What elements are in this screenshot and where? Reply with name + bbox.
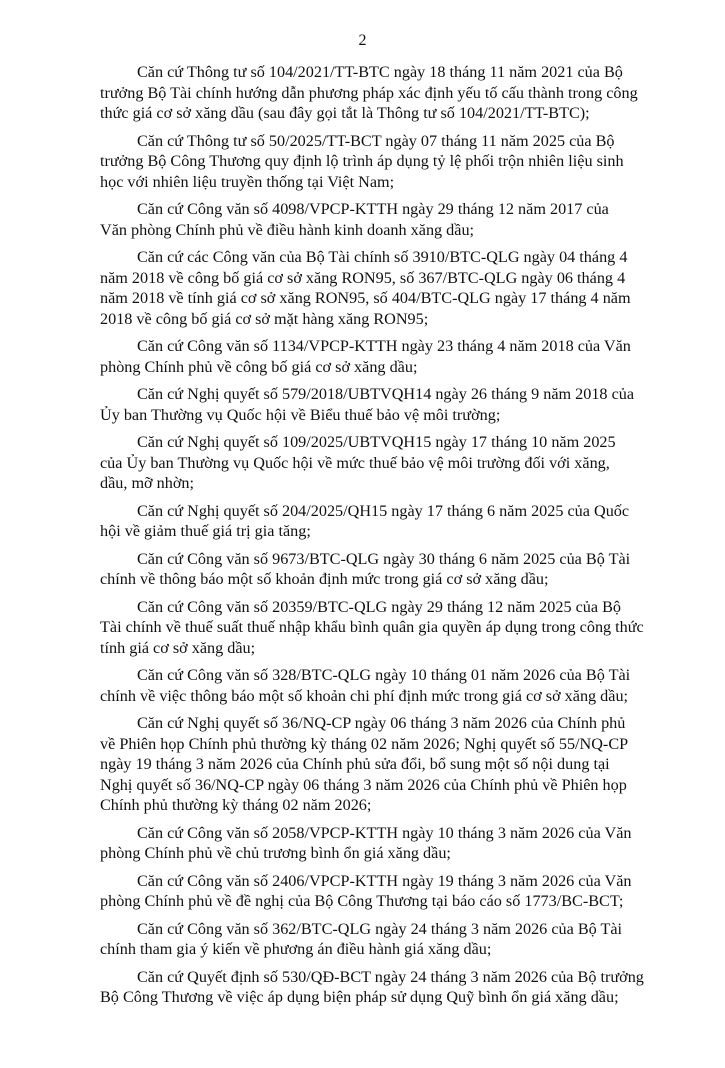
paragraph-legal-basis: Căn cứ Thông tư số 104/2021/TT-BTC ngày 18 tháng 11 năm 2021 của Bộ trưởng Bộ Tài chính hướng dẫn phương pháp xác định yếu tố cấu thành trong công thức giá cơ sở xăng dầu (sau đây gọi tắt là Thông tư số 104/2021/TT-BTC);	[100, 63, 638, 122]
paragraph-legal-basis: Căn cứ Nghị quyết số 204/2025/QH15 ngày 17 tháng 6 năm 2025 của Quốc hội về giảm thuế giá trị gia tăng;	[100, 501, 630, 540]
page-number: 2	[358, 32, 367, 49]
paragraph-legal-basis: Căn cứ Nghị quyết số 36/NQ-CP ngày 06 tháng 3 năm 2026 của Chính phủ về Phiên họp Chính phủ thường kỳ tháng 02 năm 2026; Nghị quyết số 55/NQ-CP ngày 19 tháng 3 năm 2026 của Chính phủ sửa đổi, bổ sung một số nội dung tại Nghị quyết số 36/NQ-CP ngày 06 tháng 3 năm 2026 của Chính phủ về Phiên họp Chính phủ thường kỳ tháng 02 năm 2026;	[100, 714, 629, 814]
paragraph-legal-basis: Căn cứ Công văn số 362/BTC-QLG ngày 24 tháng 3 năm 2026 của Bộ Tài chính tham gia ý kiến về phương án điều hành giá xăng dầu;	[100, 919, 623, 958]
paragraph-legal-basis: Căn cứ Công văn số 9673/BTC-QLG ngày 30 tháng 6 năm 2025 của Bộ Tài chính về thông báo một số khoản định mức trong giá cơ sở xăng dầu;	[100, 549, 631, 588]
paragraph-legal-basis: Căn cứ Thông tư số 50/2025/TT-BCT ngày 07 tháng 11 năm 2025 của Bộ trưởng Bộ Công Thương quy định lộ trình áp dụng tỷ lệ phối trộn nhiên liệu sinh học với nhiên liệu truyền thống tại Việt Nam;	[100, 131, 624, 191]
paragraph-legal-basis: Căn cứ Công văn số 4098/VPCP-KTTH ngày 29 tháng 12 năm 2017 của Văn phòng Chính phủ về điều hành kinh doanh xăng dầu;	[100, 200, 609, 239]
paragraph-legal-basis: Căn cứ Công văn số 2406/VPCP-KTTH ngày 19 tháng 3 năm 2026 của Văn phòng Chính phủ về đề nghị của Bộ Công Thương tại báo cáo số 1773/BC-BCT;	[100, 871, 632, 910]
paragraph-legal-basis: Căn cứ Công văn số 2058/VPCP-KTTH ngày 10 tháng 3 năm 2026 của Văn phòng Chính phủ về chủ trương bình ổn giá xăng dầu;	[100, 823, 632, 862]
paragraph-legal-basis: Căn cứ Công văn số 20359/BTC-QLG ngày 29 tháng 12 năm 2025 của Bộ Tài chính về thuế suất thuế nhập khẩu bình quân gia quyền áp dụng trong công thức tính giá cơ sở xăng dầu;	[100, 597, 644, 657]
document-body	[100, 62, 666, 1015]
paragraph-legal-basis: Căn cứ các Công văn của Bộ Tài chính số 3910/BTC-QLG ngày 04 tháng 4 năm 2018 về công bố giá cơ sở xăng RON95, số 367/BTC-QLG ngày 06 tháng 4 năm 2018 về tính giá cơ sở xăng RON95, số 404/BTC-QLG ngày 17 tháng 4 năm 2018 về công bố giá cơ sở mặt hàng xăng RON95;	[100, 248, 631, 328]
paragraph-legal-basis: Căn cứ Nghị quyết số 109/2025/UBTVQH15 ngày 17 tháng 10 năm 2025 của Ủy ban Thường vụ Quốc hội về mức thuế bảo vệ môi trường đối với xăng, dầu, mỡ nhờn;	[100, 433, 616, 492]
paragraph-legal-basis: Căn cứ Công văn số 1134/VPCP-KTTH ngày 23 tháng 4 năm 2018 của Văn phòng Chính phủ về công bố giá cơ sở xăng dầu;	[100, 337, 631, 376]
paragraph-legal-basis: Căn cứ Quyết định số 530/QĐ-BCT ngày 24 tháng 3 năm 2026 của Bộ trưởng Bộ Công Thương về việc áp dụng biện pháp sử dụng Quỹ bình ổn giá xăng dầu;	[100, 967, 644, 1006]
paragraph-legal-basis: Căn cứ Nghị quyết số 579/2018/UBTVQH14 ngày 26 tháng 9 năm 2018 của Ủy ban Thường vụ Quốc hội về Biểu thuế bảo vệ môi trường;	[100, 385, 635, 424]
paragraph-legal-basis: Căn cứ Công văn số 328/BTC-QLG ngày 10 tháng 01 năm 2026 của Bộ Tài chính về việc thông báo một số khoản chi phí định mức trong giá cơ sở xăng dầu;	[100, 666, 631, 705]
